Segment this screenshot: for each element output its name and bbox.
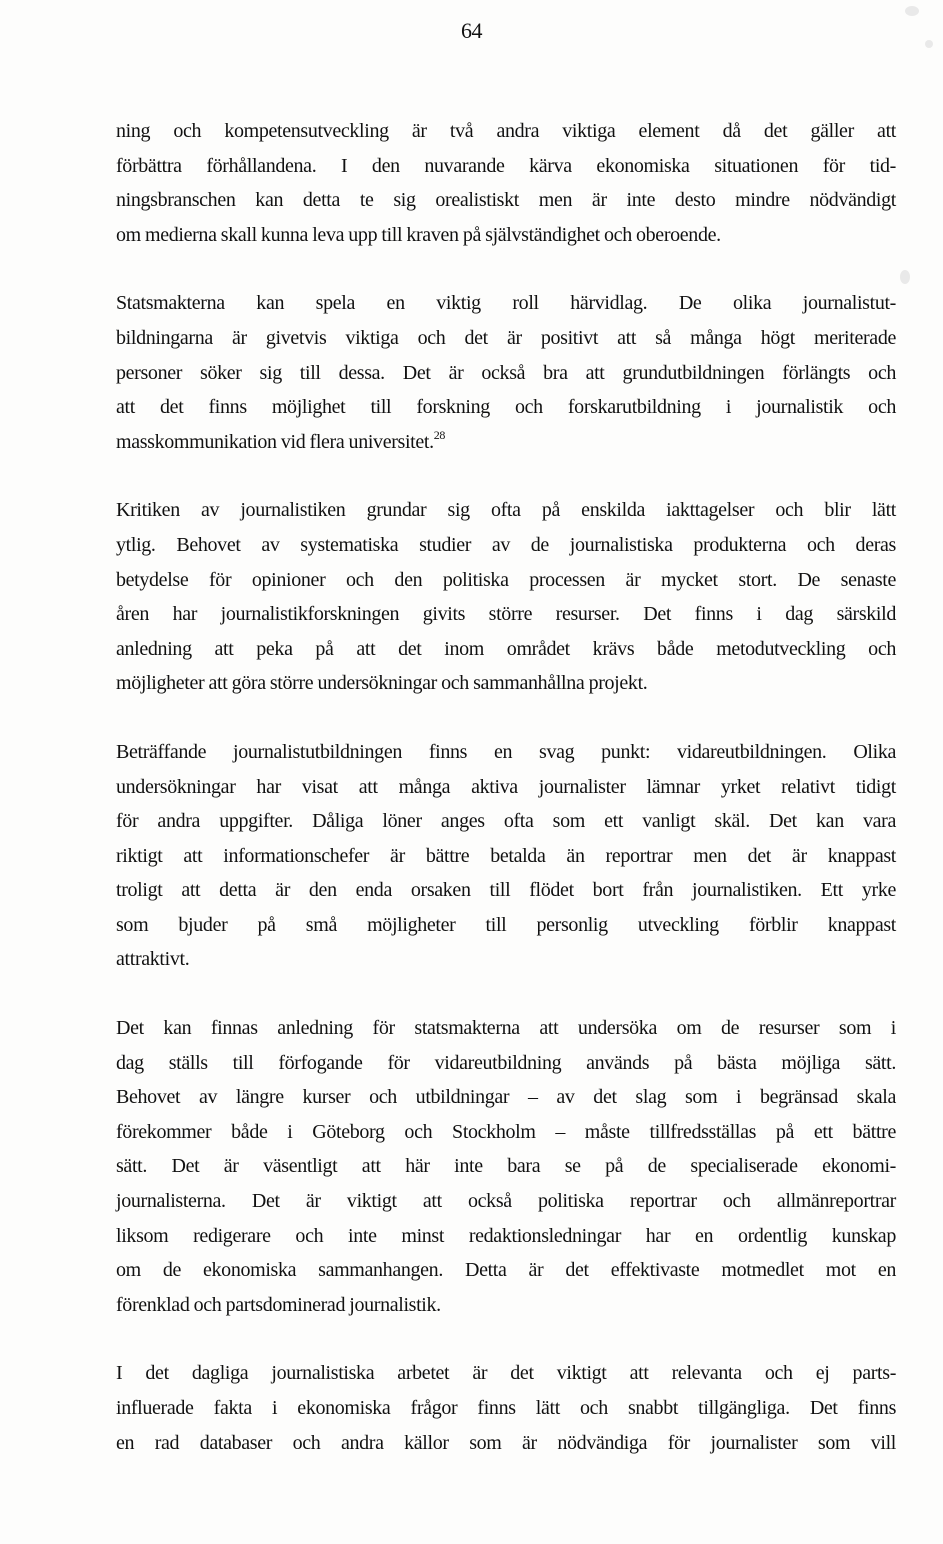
text-line: bildningarna är givetvis viktiga och det är positivt att så många högt meriterade: [116, 326, 896, 349]
paragraph-1: [116, 114, 896, 252]
text-line: anledning att peka på att det inom området krävs både metodutveckling och: [116, 637, 896, 660]
text-line: personer söker sig till dessa. Det är också bra att grundutbildningen förlängts och: [116, 361, 896, 384]
text-line: riktigt att informationschefer är bättre betalda än reportrar men det är knappast: [116, 844, 896, 867]
scan-speck: [905, 6, 919, 16]
page-number: 64: [461, 18, 482, 43]
text-line: masskommunikation vid flera universitet.: [116, 430, 434, 453]
scan-speck: [900, 270, 910, 284]
text-line: att det finns möjlighet till forskning och forskarutbildning i journalistik och: [116, 396, 896, 419]
text-line: liksom redigerare och inte minst redaktionsledningar har en ordentlig kunskap: [116, 1224, 896, 1247]
text-line: som bjuder på små möjligheter till personlig utveckling förblir knappast: [116, 913, 896, 936]
body-text: [116, 114, 896, 1494]
paragraph-3: [116, 493, 896, 701]
paragraph-2: [116, 286, 896, 459]
paragraph-6: [116, 1356, 896, 1460]
text-line: ningsbranschen kan detta te sig orealistiskt men är inte desto mindre nödvändigt: [116, 189, 896, 212]
text-line: förbättra förhållandena. I den nuvarande kärva ekonomiska situationen för tid-: [116, 154, 896, 177]
text-line: Det kan finnas anledning för statsmakterna att undersöka om de resurser som i: [116, 1017, 896, 1040]
paragraph-5: [116, 1011, 896, 1322]
paragraph-4: [116, 735, 896, 977]
text-line: möjligheter att göra större undersökningar och sammanhållna projekt.: [116, 672, 648, 695]
text-line: attraktivt.: [116, 948, 190, 971]
text-line: åren har journalistikforskningen givits större resurser. Det finns i dag särskild: [116, 603, 896, 626]
text-line: journalisterna. Det är viktigt att också politiska reportrar och allmänreportrar: [116, 1190, 896, 1213]
text-line-with-footnote: [116, 425, 896, 460]
text-line: om medierna skall kunna leva upp till kraven på självständighet och oberoende.: [116, 223, 721, 246]
text-line: Statsmakterna kan spela en viktig roll härvidlag. De olika journalistut-: [116, 292, 896, 315]
text-line: Behovet av längre kurser och utbildningar – av det slag som i begränsad skala: [116, 1086, 896, 1109]
text-line: en rad databaser och andra källor som är nödvändiga för journalister som vill: [116, 1431, 896, 1454]
text-line: ytlig. Behovet av systematiska studier av de journalistiska produkterna och deras: [116, 533, 896, 556]
text-line: förenklad och partsdominerad journalistik.: [116, 1293, 441, 1316]
text-line: troligt att detta är den enda orsaken till flödet bort från journalistiken. Ett yrke: [116, 879, 896, 902]
text-line: dag ställs till förfogande för vidareutbildning används på bästa möjliga sätt.: [116, 1051, 896, 1074]
text-line: Beträffande journalistutbildningen finns en svag punkt: vidareutbildningen. Olika: [116, 740, 896, 763]
footnote-reference[interactable]: 28: [433, 427, 446, 442]
text-line: I det dagliga journalistiska arbetet är det viktigt att relevanta och ej parts-: [116, 1362, 896, 1385]
text-line: Kritiken av journalistiken grundar sig ofta på enskilda iakttagelser och blir lätt: [116, 499, 896, 522]
text-line: influerade fakta i ekonomiska frågor finns lätt och snabbt tillgängliga. Det finns: [116, 1397, 896, 1419]
text-line: sätt. Det är väsentligt att här inte bara se på de specialiserade ekonomi-: [116, 1155, 896, 1178]
text-line: ning och kompetensutveckling är två andra viktiga element då det gäller att: [116, 120, 896, 142]
text-line: undersökningar har visat att många aktiva journalister lämnar yrket relativt tidigt: [116, 775, 896, 798]
text-line: förekommer både i Göteborg och Stockholm – måste tillfredsställas på ett bättre: [116, 1120, 896, 1143]
text-line: betydelse för opinioner och den politiska processen är mycket stort. De senaste: [116, 568, 896, 591]
text-line: för andra uppgifter. Dåliga löner anges ofta som ett vanligt skäl. Det kan vara: [116, 810, 896, 833]
text-line: om de ekonomiska sammanhangen. Detta är det effektivaste motmedlet mot en: [116, 1259, 896, 1282]
